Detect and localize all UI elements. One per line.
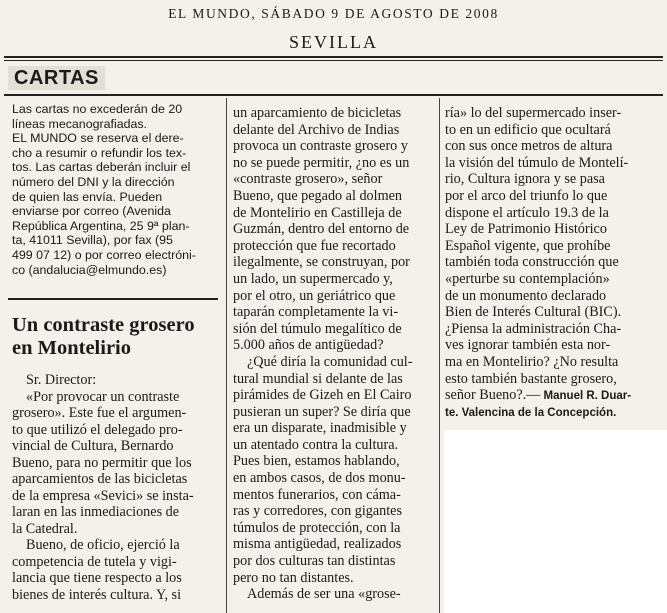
notice-line: tos. Las cartas deberán incluir el (12, 160, 191, 175)
top-rule-thin (4, 60, 663, 61)
text-line: Bueno, para no permitir que los (12, 454, 192, 471)
text-line: de un monumento declarado (445, 287, 607, 304)
text-line: tural mundial si delante de las (233, 370, 403, 387)
signature (445, 405, 655, 422)
text-line: túmulos de protección, con la (233, 519, 401, 536)
text-line: Pues bien, estamos hablando, (233, 453, 400, 470)
dateline: EL MUNDO, SÁBADO 9 DE AGOSTO DE 2008 (168, 6, 499, 21)
notice-line: número del DNI y la dirección (12, 174, 175, 189)
text-line: por dos culturas tan distintas (233, 553, 396, 570)
text-line: ¿Qué diría la comunidad cul- (247, 353, 413, 370)
section-rule (4, 94, 663, 96)
text-line: «perturbe su contemplación» (445, 270, 610, 287)
text-line: señor Bueno?.— Manuel R. Duar- (445, 387, 632, 404)
letter-column-3 (445, 105, 655, 421)
text-line: Guzmán, dentro del entorno de (233, 221, 410, 238)
text-line: laran en las inmediaciones de (12, 504, 180, 520)
notice-line: de quien las envía. Pueden (12, 189, 163, 204)
edition-title: SEVILLA (289, 32, 378, 52)
headline-line-1: Un contraste grosero (12, 314, 195, 336)
text-line: pero no tan distantes. (233, 569, 354, 586)
signature-place: Valencina de la Concepción. (461, 406, 617, 419)
text-line: ría» lo del supermercado inser- (445, 105, 622, 121)
text-line: ma en Montelirio? ¿No resulta (445, 353, 619, 370)
section-label: CARTAS (8, 66, 105, 90)
text-line: mentos funerarios, con cáma- (233, 486, 401, 503)
signature-name: Manuel R. Duar- (540, 390, 632, 403)
text-line: Bueno, que pegado al dolmen (233, 187, 403, 204)
paragraph-3 (233, 105, 433, 354)
text-line: ¿Piensa la administración Cha- (445, 320, 622, 337)
notice-line: cho a resumir o refundir los tex- (12, 145, 187, 160)
notice-line: Las cartas no excederán de 20 (12, 102, 183, 116)
text-line: 5.000 años de antigüedad? (233, 337, 384, 354)
text-line: era un disparate, inadmisible y (233, 420, 407, 437)
paragraph-2 (12, 537, 219, 603)
letter-column-2 (233, 105, 433, 603)
letter-headline (12, 314, 222, 360)
text-line: la visión del túmulo de Montelí- (445, 154, 629, 171)
notice-line: EL MUNDO se reserva el dere- (12, 131, 184, 146)
text-line: no se puede permitir, ¿no es un (233, 154, 410, 171)
notice-line: ta, 41011 Sevilla), por fax (95 (12, 233, 173, 248)
salutation: Sr. Director: (26, 372, 97, 388)
text-line: esto también bastante grosero, (445, 370, 617, 387)
masthead (0, 0, 667, 58)
column-divider-2 (439, 98, 440, 613)
notice-line: 499 07 12) o por correo electróni- (12, 247, 196, 262)
letter-column-1 (12, 372, 219, 603)
text-line: de la empresa «Sevici» se insta- (12, 487, 194, 504)
text-line: de Montelirio en Castilleja de (233, 204, 402, 221)
signature-name-2: te. (445, 406, 459, 419)
text-line: vincial de Cultura, Bernardo (12, 438, 174, 454)
text-line: grosero». Este fue el argumen- (12, 405, 187, 421)
paragraph-1 (12, 389, 219, 538)
notice-line: líneas mecanografiadas. (12, 116, 148, 131)
text-line: Español vigente, que prohíbe (445, 237, 611, 254)
headline-line-2: en Montelirio (12, 337, 131, 359)
text-line: sión del túmulo megalítico de (233, 320, 402, 337)
text-line: Bien de Interés Cultural (BIC). (445, 304, 622, 321)
text-line: un atentado contra la cultura. (233, 436, 399, 453)
text-line: aparcamientos de las bicicletas (12, 471, 188, 487)
text-line: protección que fue recortado (233, 237, 396, 254)
text-line: bienes de interés cultura. Y, si (12, 586, 182, 603)
column-divider-1 (226, 98, 227, 613)
text-line: lancia que tiene respecto a los (12, 570, 182, 586)
text-line: también toda construcción que (445, 254, 619, 271)
text-line: dispone el artículo 19.3 de la (445, 204, 609, 221)
notice-line: República Argentina, 25 9ª plan- (12, 218, 190, 233)
text-line: to que utilizó el delegado pro- (12, 421, 183, 438)
text-line: en ambos casos, de dos monu- (233, 470, 406, 487)
top-rule (4, 56, 663, 58)
text-line: Bueno, de oficio, ejerció la (26, 537, 180, 553)
text-line: taparán completamente la vi- (233, 304, 399, 321)
text-line: misma antigüedad, realizados (233, 536, 402, 553)
paragraph-6 (445, 105, 655, 405)
text-line: competencia de tutela y vigi- (12, 553, 177, 570)
text-line: por el arco del triunfo lo que (445, 187, 608, 204)
text-line: con sus once metros de altura (445, 138, 613, 155)
text-line: delante del Archivo de Indias (233, 121, 400, 138)
text-line: to en un edificio que ocultará (445, 121, 611, 138)
notice-line: enviarse por correo (Avenida (12, 204, 171, 219)
text-line: provoca un contraste grosero y (233, 138, 408, 155)
text-line: Ley de Patrimonio Histórico (445, 221, 607, 238)
text-line: «Por provocar un contraste (26, 388, 180, 405)
text-line: ilegalmente, se construyan, por (233, 254, 410, 271)
text-line: «contraste grosero», señor (233, 171, 383, 188)
text-line: pusieran un super? Se diría que (233, 403, 411, 420)
text-line: ves ignorar también esta nor- (445, 337, 611, 354)
text-line: un aparcamiento de bicicletas (233, 105, 402, 121)
paragraph-5 (233, 586, 433, 603)
text-line: pirámides de Gizeh en El Cairo (233, 387, 412, 404)
paragraph-4 (233, 354, 433, 586)
submission-notice (12, 102, 219, 277)
text-line: Además de ser una «grose- (247, 586, 401, 603)
text-line: ras y corredores, con gigantes (233, 503, 403, 520)
blank-region (444, 430, 667, 613)
text-line: rio, Cultura ignora y se pasa (445, 171, 605, 188)
notice-rule (8, 298, 218, 300)
notice-line: co (andalucia@elmundo.es) (12, 262, 167, 277)
text-line: la Catedral. (12, 520, 78, 537)
text-line: un lado, un supermercado y, (233, 270, 393, 287)
text-line: por el otro, un geriátrico que (233, 287, 396, 304)
